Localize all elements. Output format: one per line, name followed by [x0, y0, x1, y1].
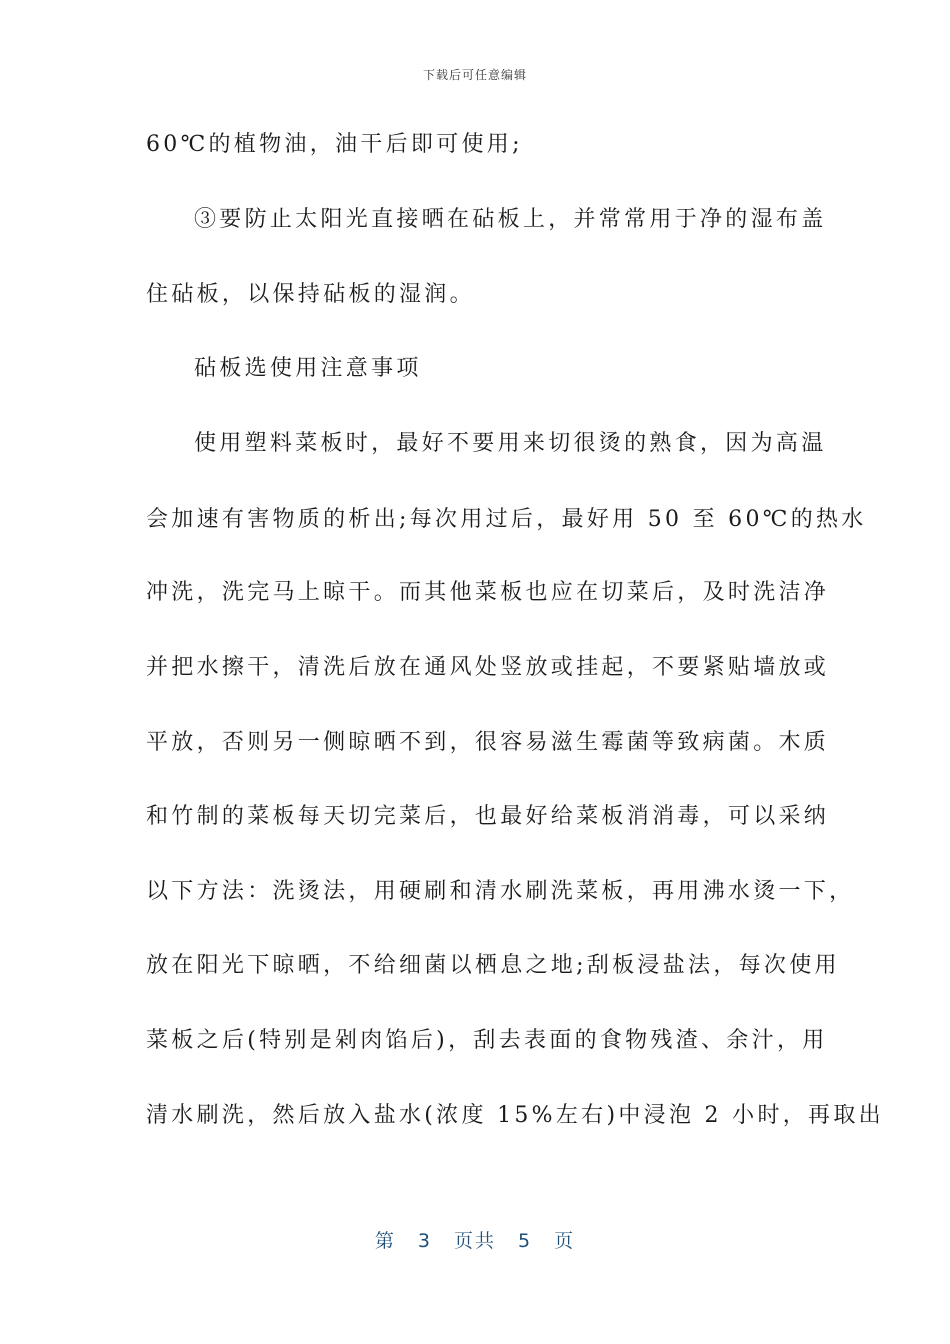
header-note: 下载后可任意编辑 — [422, 68, 527, 82]
footer-middle: 页共 — [453, 1230, 496, 1252]
footer-prefix: 第 — [374, 1230, 396, 1252]
body-line-7: 冲洗，洗完马上晾干。而其他菜板也应在切菜后，及时洗洁净 — [146, 580, 830, 605]
footer-suffix: 页 — [554, 1230, 576, 1252]
page-number-footer — [0, 1226, 950, 1253]
body-line-11: 以下方法：洗烫法，用硬刷和清水刷洗菜板，再用沸水烫一下， — [146, 879, 855, 904]
body-line-12: 放在阳光下晾晒，不给细菌以栖息之地;刮板浸盐法，每次使用 — [146, 953, 840, 978]
body-line-8: 并把水擦干，清洗后放在通风处竖放或挂起，不要紧贴墙放或 — [146, 655, 830, 680]
body-line-3: 住砧板，以保持砧板的湿润。 — [146, 282, 475, 307]
body-line-2: ③要防止太阳光直接晒在砧板上，并常常用于净的湿布盖 — [194, 207, 827, 232]
body-line-9: 平放，否则另一侧晾晒不到，很容易滋生霉菌等致病菌。木质 — [146, 730, 830, 755]
footer-total-pages: 5 — [518, 1230, 533, 1252]
body-line-10: 和竹制的菜板每天切完菜后，也最好给菜板消消毒，可以采纳 — [146, 804, 830, 829]
body-line-6: 会加速有害物质的析出;每次用过后，最好用 50 至 60℃的热水 — [146, 507, 867, 532]
body-line-14: 清水刷洗，然后放入盐水(浓度 15%左右)中浸泡 2 小时，再取出 — [146, 1103, 884, 1128]
body-line-13: 菜板之后(特别是剁肉馅后)，刮去表面的食物残渣、余汁，用 — [146, 1028, 828, 1053]
footer-current-page: 3 — [417, 1230, 432, 1252]
body-line-5: 使用塑料菜板时，最好不要用来切很烫的熟食，因为高温 — [194, 431, 827, 456]
section-heading: 砧板选使用注意事项 — [194, 356, 422, 381]
body-line-1: 60℃的植物油，油干后即可使用; — [146, 132, 523, 157]
